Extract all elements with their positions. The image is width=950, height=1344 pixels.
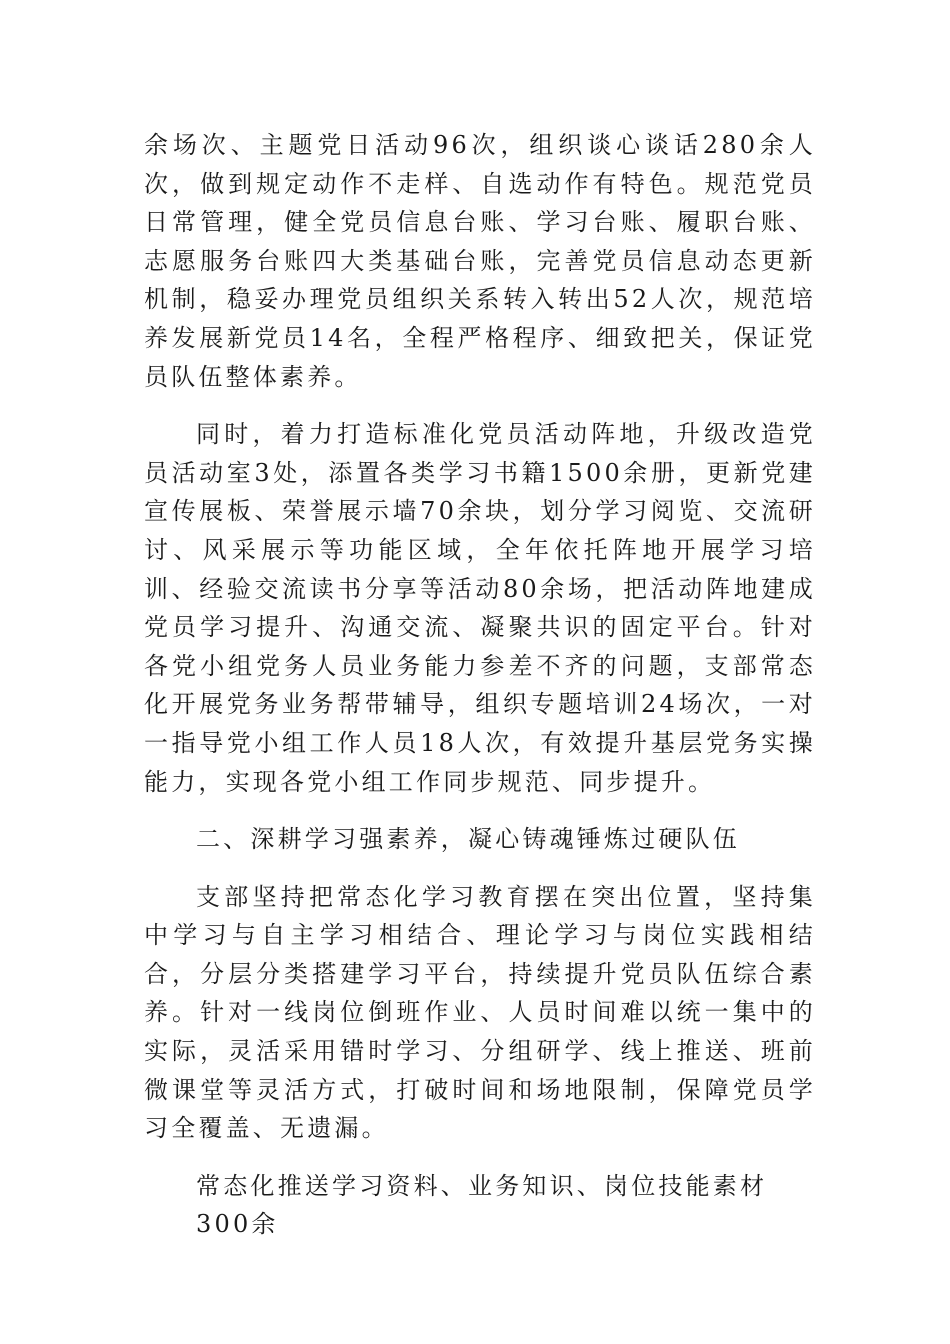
body-paragraph-2: 同时，着力打造标准化党员活动阵地，升级改造党员活动室3处，添置各类学习书籍1500余册，更新党建宣传展板、荣誉展示墙70余块，划分学习阅览、交流研讨、风采展示等功能区域，全年依托阵地开展学习培训、经验交流读书分享等活动80余场，把活动阵地建成党员学习提升、沟通交流、凝聚共识的固定平台。针对各党小组党务人员业务能力参差不齐的问题，支部常态化开展党务业务帮带辅导，组织专题培训24场次，一对一指导党小组工作人员18人次，有效提升基层党务实操能力，实现各党小组工作同步规范、同步提升。 xyxy=(144,420,816,796)
body-paragraph-4 xyxy=(144,1167,816,1244)
body-paragraph-4-line-1: 常态化推送学习资料、业务知识、岗位技能素材 xyxy=(196,1171,768,1200)
section-heading-2: 二、深耕学习强素养，凝心铸魂锤炼过硬队伍 xyxy=(196,825,740,854)
body-paragraph-3: 支部坚持把常态化学习教育摆在突出位置，坚持集中学习与自主学习相结合、理论学习与岗位实践相结合，分层分类搭建学习平台，持续提升党员队伍综合素养。针对一线岗位倒班作业、人员时间难以统一集中的实际，灵活采用错时学习、分组研学、线上推送、班前微课堂等灵活方式，打破时间和场地限制，保障党员学习全覆盖、无遗漏。 xyxy=(144,882,816,1143)
body-paragraph-4-line-2: 300余 xyxy=(196,1210,279,1239)
document-page xyxy=(144,126,816,1244)
body-paragraph-1: 余场次、主题党日活动96次，组织谈心谈话280余人次，做到规定动作不走样、自选动作有特色。规范党员日常管理，健全党员信息台账、学习台账、履职台账、志愿服务台账四大类基础台账，完善党员信息动态更新机制，稳妥办理党员组织关系转入转出52人次，规范培养发展新党员14名，全程严格程序、细致把关，保证党员队伍整体素养。 xyxy=(144,131,816,391)
